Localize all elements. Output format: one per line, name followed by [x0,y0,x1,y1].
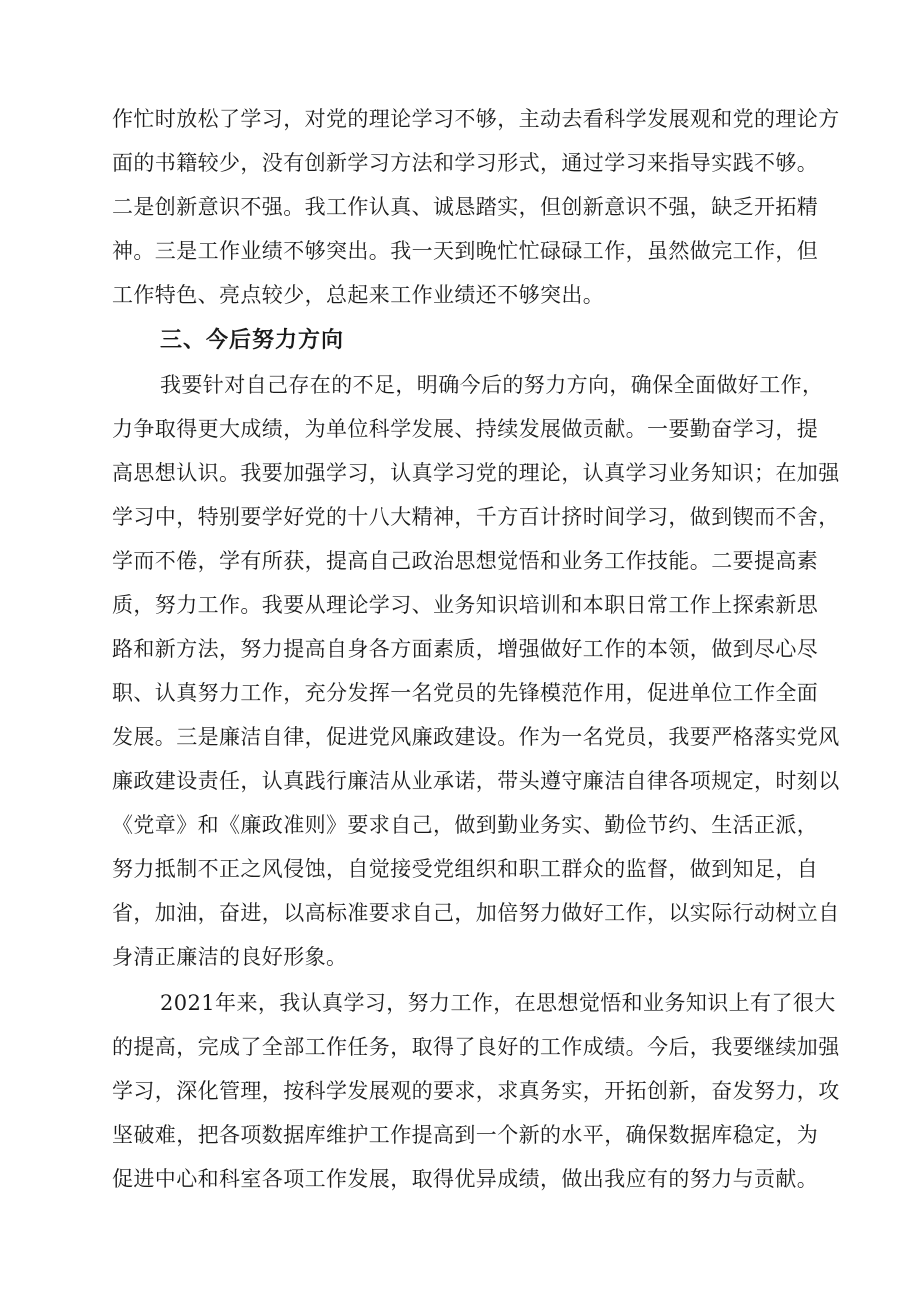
text-line: 二是创新意识不强。我工作认真、诚恳踏实，但创新意识不强，缺乏开拓精 [112,195,819,219]
text-line: 学习，深化管理，按科学发展观的要求，求真务实，开拓创新，奋发努力，攻 [112,1079,840,1103]
text-line: 质，努力工作。我要从理论学习、业务知识培训和本职日常工作上探索新思 [112,593,819,617]
text-line: 身清正廉洁的良好形象。 [112,945,348,969]
text-line: 路和新方法，努力提高自身各方面素质，增强做好工作的本领，做到尽心尽 [112,637,819,661]
text-line: 学而不倦，学有所获，提高自己政治思想觉悟和业务工作技能。二要提高素 [112,549,819,573]
text-line: 发展。三是廉洁自律，促进党风廉政建设。作为一名党员，我要严格落实党风 [112,725,840,749]
text-line: 工作特色、亮点较少，总起来工作业绩还不够突出。 [112,283,605,307]
text-line: 廉政建设责任，认真践行廉洁从业承诺，带头遵守廉洁自律各项规定，时刻以 [112,769,840,793]
section-heading: 三、今后努力方向 [160,328,345,353]
text-line: 神。三是工作业绩不够突出。我一天到晚忙忙碌碌工作，虽然做完工作，但 [112,239,819,263]
text-line: 2021年来，我认真学习，努力工作，在思想觉悟和业务知识上有了很大 [160,991,836,1015]
text-line: 的提高，完成了全部工作任务，取得了良好的工作成绩。今后，我要继续加强 [112,1035,840,1059]
text-line: 面的书籍较少，没有创新学习方法和学习形式，通过学习来指导实践不够。 [112,151,819,175]
text-line: 努力抵制不正之风侵蚀，自觉接受党组织和职工群众的监督，做到知足，自 [112,857,819,881]
text-line: 职、认真努力工作，充分发挥一名党员的先锋模范作用，促进单位工作全面 [112,681,819,705]
text-line: 力争取得更大成绩，为单位科学发展、持续发展做贡献。一要勤奋学习，提 [112,417,819,441]
text-line: 坚破难，把各项数据库维护工作提高到一个新的水平，确保数据库稳定，为 [112,1123,819,1147]
text-line: 省，加油，奋进，以高标准要求自己，加倍努力做好工作，以实际行动树立自 [112,901,840,925]
text-line: 促进中心和科室各项工作发展，取得优异成绩，做出我应有的努力与贡献。 [112,1167,819,1191]
text-line: 我要针对自己存在的不足，明确今后的努力方向，确保全面做好工作， [160,373,824,397]
text-line: 作忙时放松了学习，对党的理论学习不够，主动去看科学发展观和党的理论方 [112,107,840,131]
text-line: 高思想认识。我要加强学习，认真学习党的理论，认真学习业务知识；在加强 [112,461,840,485]
text-line: 《党章》和《廉政准则》要求自己，做到勤业务实、勤俭节约、生活正派， [112,813,819,837]
text-line: 学习中，特别要学好党的十八大精神，千方百计挤时间学习，做到锲而不舍， [112,505,840,529]
